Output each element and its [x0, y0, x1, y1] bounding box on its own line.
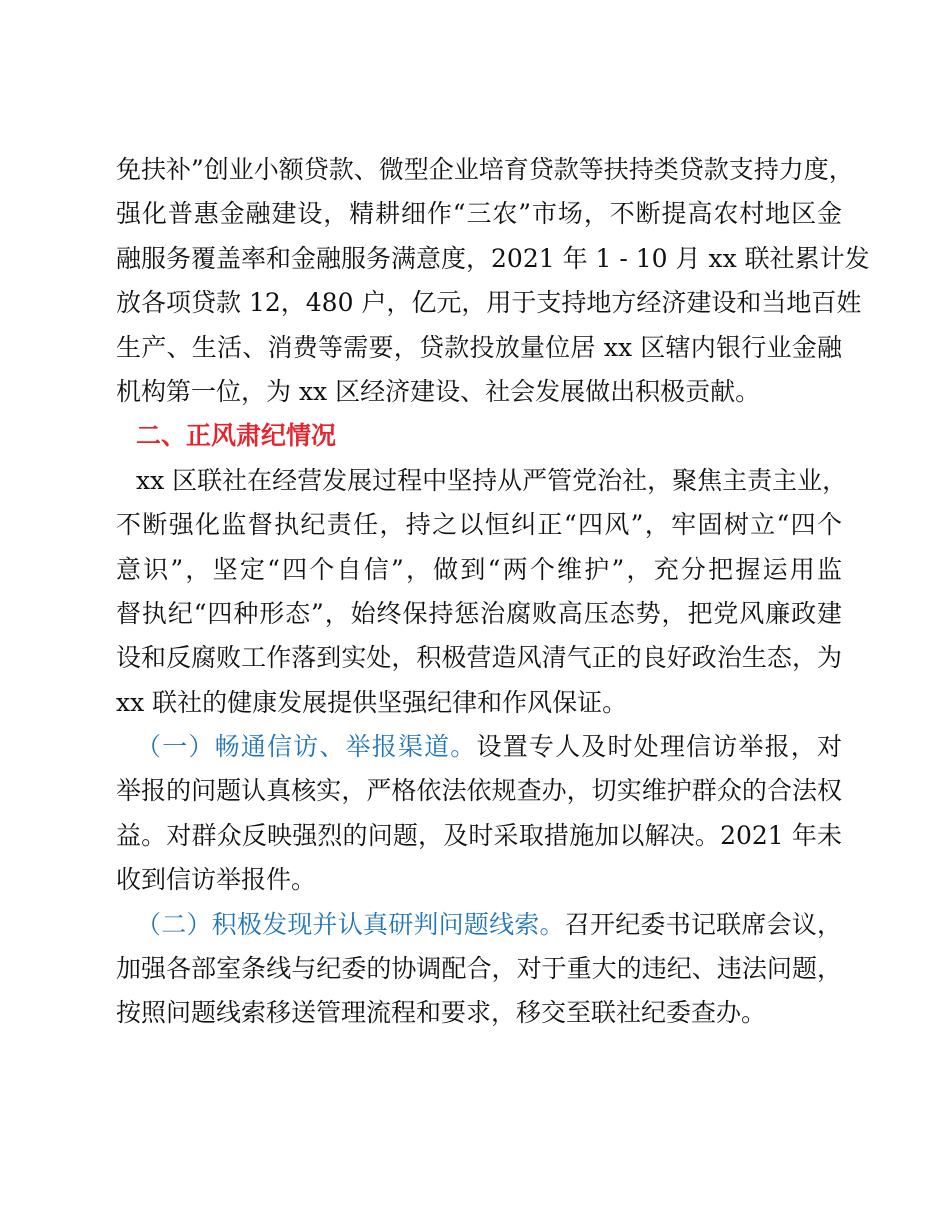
section-heading: 二、正风肃纪情况	[136, 421, 337, 451]
paragraph-clue-analysis	[116, 903, 842, 1036]
text-line: 督执纪“四种形态”，始终保持惩治腐败高压态势，把党风廉政建	[116, 598, 842, 628]
text-line: xx 联社的健康发展提供坚强纪律和作风保证。	[116, 687, 628, 717]
text-run: 设置专人及时处理信访举报，对	[476, 732, 842, 762]
text-line: 加强各部室条线与纪委的协调配合，对于重大的违纪、违法问题，	[116, 954, 842, 984]
text-line	[116, 903, 842, 947]
subheading-petition: （一）畅通信访、举报渠道。	[136, 732, 477, 762]
subheading-clues: （二）积极发现并认真研判问题线索。	[136, 909, 565, 939]
text-line: 意识”，坚定“四个自信”，做到“两个维护”，充分把握运用监	[116, 554, 842, 584]
paragraph-petition-channels	[116, 725, 842, 903]
text-line: 免扶补”创业小额贷款、微型企业培育贷款等扶持类贷款支持力度，	[116, 155, 854, 184]
paragraph-discipline-overview	[116, 459, 848, 725]
text-line: 按照问题线索移送管理流程和要求，移交至联社纪委查办。	[116, 998, 767, 1028]
text-line: 融服务覆盖率和金融服务满意度，2021 年 1 - 10 月 xx 联社累计发	[116, 243, 870, 273]
text-line: 机构第一位，为 xx 区经济建设、社会发展做出积极贡献。	[116, 376, 761, 406]
text-line: 收到信访举报件。	[116, 865, 317, 895]
document-body	[116, 148, 870, 1036]
text-line: 不断强化监督执纪责任，持之以恒纠正“四风”，牢固树立“四个	[116, 510, 842, 540]
text-run: 召开纪委书记联席会议，	[564, 909, 842, 939]
paragraph-loan-support	[116, 148, 870, 414]
text-line: xx 区联社在经营发展过程中坚持从严管党治社，聚焦主责主业，	[136, 465, 848, 495]
text-line: 放各项贷款 12，480 户，亿元，用于支持地方经济建设和当地百姓	[116, 288, 862, 318]
text-line: 强化普惠金融建设，精耕细作“三农”市场，不断提高农村地区金	[116, 199, 842, 229]
text-line	[116, 725, 842, 769]
text-line: 举报的问题认真核实，严格依法依规查办，切实维护群众的合法权	[116, 776, 842, 806]
text-line: 设和反腐败工作落到实处，积极营造风清气正的良好政治生态，为	[116, 643, 842, 673]
text-line: 生产、生活、消费等需要，贷款投放量位居 xx 区辖内银行业金融	[116, 332, 842, 362]
text-line: 益。对群众反映强烈的问题，及时采取措施加以解决。2021 年未	[116, 820, 842, 850]
